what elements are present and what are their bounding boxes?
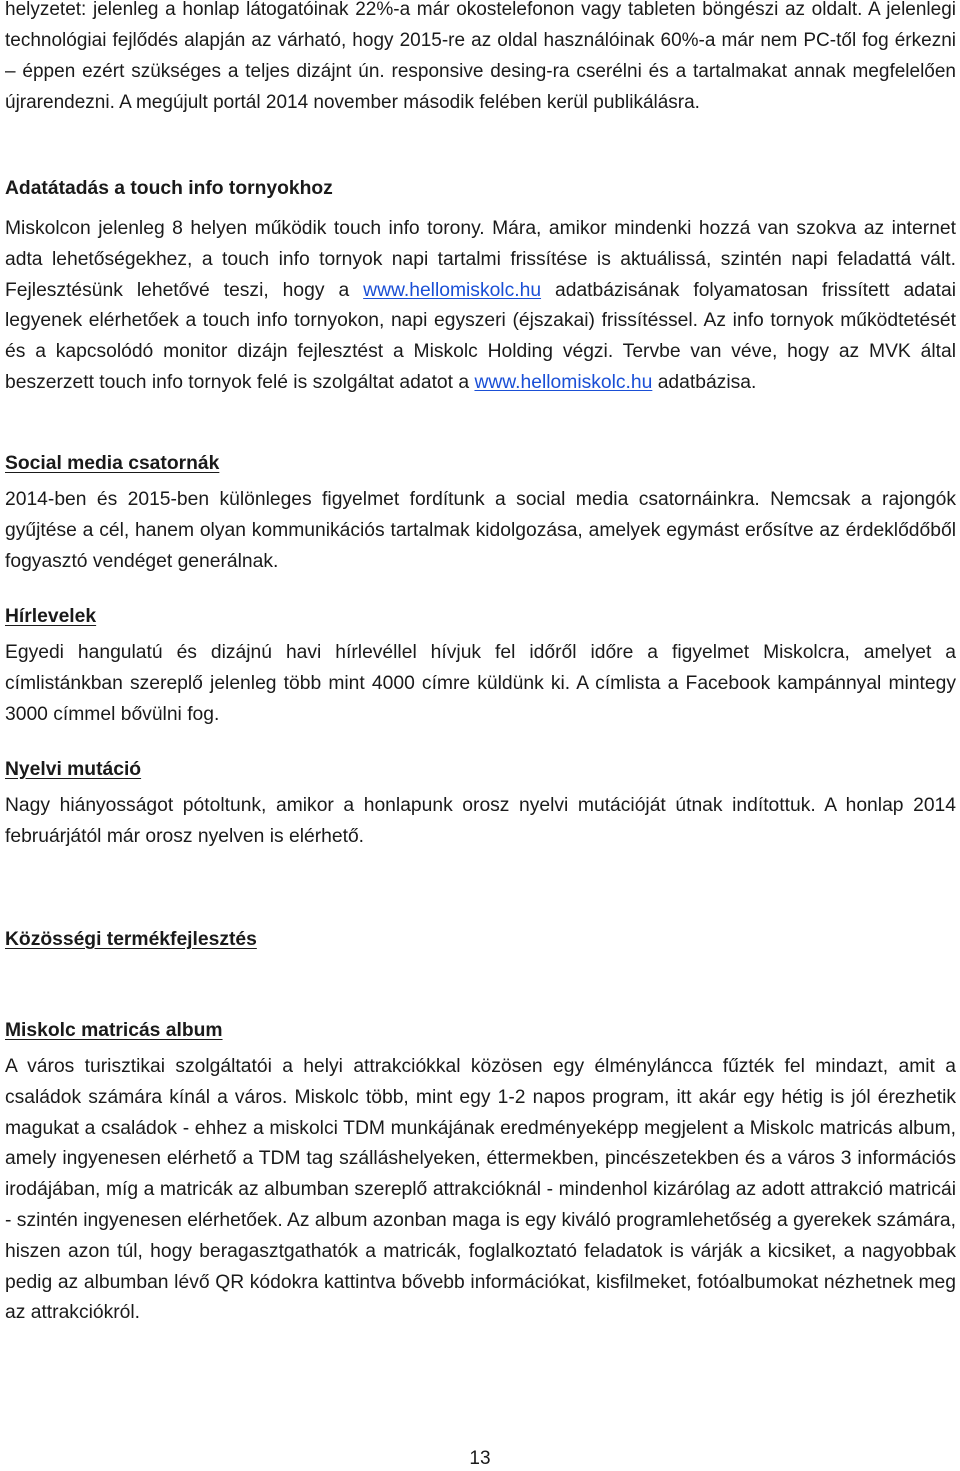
language-version-paragraph: Nagy hiányosságot pótoltunk, amikor a honlapunk orosz nyelvi mutációját útnak indítottuk. A honlap 2014 februárjától már orosz nyelven is elérhető. [5, 795, 956, 847]
touch-text-3: adatbázisa. [652, 371, 757, 393]
touch-info-paragraph [5, 214, 956, 399]
social-media-paragraph: 2014-ben és 2015-ben különleges figyelmet fordítunk a social media csatornáinkra. Nemcsak a rajongók gyűjtése a cél, hanem olyan kommunikációs tartalmak kidolgozása, amelyek egymást erősítve az érdeklődőből fogyasztó vendéget generálnak. [5, 489, 956, 572]
touch-text-1: Miskolcon jelenleg 8 helyen működik touch info torony. Mára, amikor mindenki hozzá van szokva az internet adta lehetőségekhez, a touch info tornyok napi tartalmi frissítése is aktuálissá, szintén napi feladattá vált. Fejlesztésünk lehetővé teszi, hogy a [5, 218, 956, 301]
heading-community-product-development: Közösségi termékfejlesztés [5, 929, 257, 950]
heading-newsletters: Hírlevelek [5, 606, 97, 627]
heading-sticker-album: Miskolc matricás album [5, 1020, 223, 1041]
heading-touch-info: Adatátadás a touch info tornyokhoz [5, 178, 333, 199]
intro-paragraph: helyzetet: jelenleg a honlap látogatóinak 22%-a már okostelefonon vagy tableten böngészi az oldalt. A jelenlegi technológiai fejlődés alapján az várható, hogy 2015-re az oldal használóinak 60%-a már nem PC-től fog érkezni – éppen ezért szükséges a teljes dizájnt ún. responsive desing-ra cserélni és a tartalmakat annak megfelelően újrarendezni. A megújult portál 2014 november második felében kerül publikálásra. [5, 0, 956, 113]
sticker-album-paragraph: A város turisztikai szolgáltatói a helyi attrakciókkal közösen egy élményláncca fűzték fel mindazt, amit a családok számára kínál a város. Miskolc több, mint egy 1-2 napos program, itt akár egy hétig is jól érezhetik magukat a családok - ehhez a miskolci TDM munkájának eredményeképp megjelent a Miskolc matricás album, amely ingyenesen elérhető a TDM tag szálláshelyeken, éttermekben, pincészetekben és a város 3 információs irodájában, míg a matricák az albumban szereplő attrakcióknál - mindenhol kizárólag az adott attrakció matricái - szintén ingyenesen elérhetőek. Az album azonban maga is egy kiváló programlehetőség a gyerekek számára, hiszen azon túl, hogy beragasztgathatók a matricák, foglalkoztató feladatok is várják a kicsiket, a nagyobbak pedig az albumban lévő QR kódokra kattintva bővebb információkat, kisfilmeket, fotóalbumokat nézhetnek meg az attrakciókról. [5, 1056, 956, 1324]
newsletters-paragraph: Egyedi hangulatú és dizájnú havi hírlevéllel hívjuk fel időről időre a figyelmet Miskolcra, amelyet a címlistánkban szereplő jelenleg több mint 4000 címre küldünk ki. A címlista a Facebook kampánnyal mintegy 3000 címmel bővülni fog. [5, 642, 956, 725]
heading-social-media: Social media csatornák [5, 453, 220, 474]
hellomiskolc-link-1[interactable]: www.hellomiskolc.hu [363, 279, 542, 301]
hellomiskolc-link-2[interactable]: www.hellomiskolc.hu [474, 371, 653, 393]
heading-language-version: Nyelvi mutáció [5, 759, 142, 780]
touch-text-2: adatbázisának folyamatosan frissített adatai legyenek elérhetőek a touch info tornyokon, napi egyszeri (éjszakai) frissítéssel. Az info tornyok működtetését és a kapcsolódó monitor dizájn fejlesztést a Miskolc Holding végzi. Tervbe van véve, hogy az MVK által beszerzett touch info tornyok felé is szolgáltat adatot a [5, 279, 956, 393]
page-number: 13 [469, 1448, 491, 1469]
